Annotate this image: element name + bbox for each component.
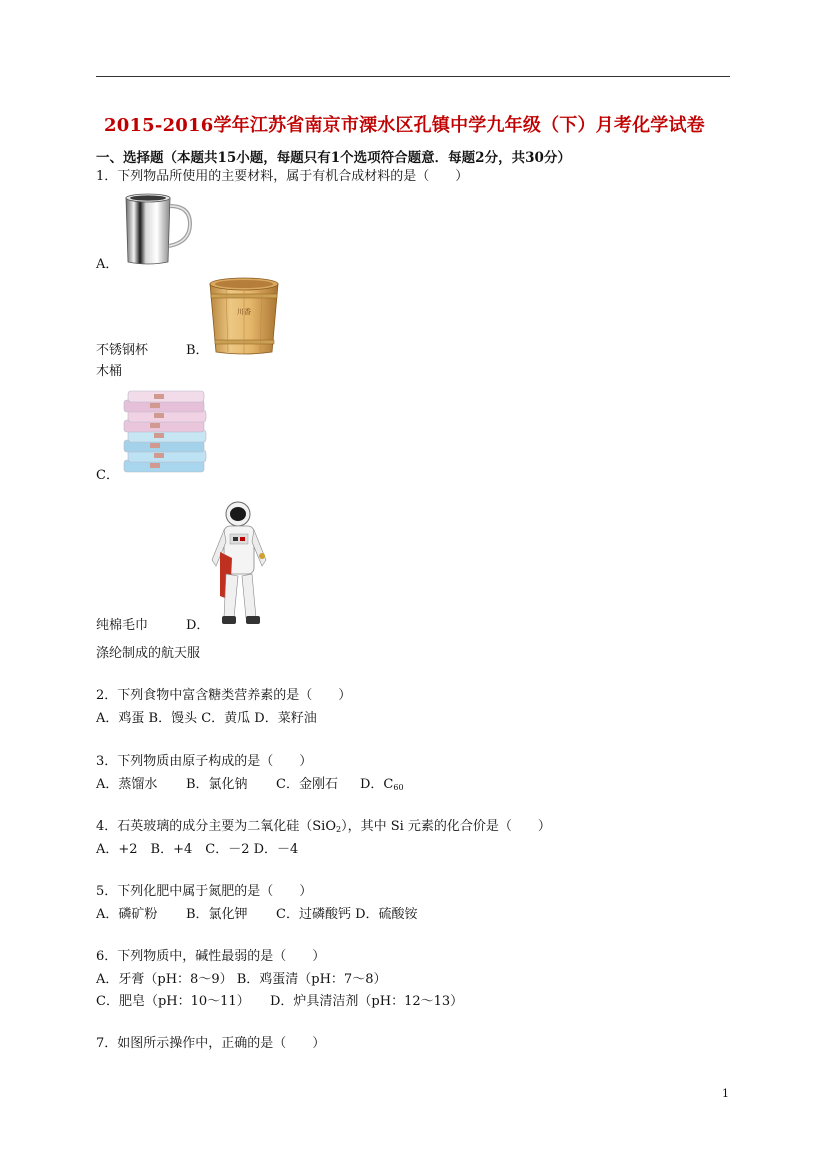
section-heading: 一、选择题（本题共15小题，每题只有1个选项符合题意．每题2分，共30分） (96, 150, 571, 166)
q5-option-a: A．磷矿粉 (96, 907, 158, 922)
question-6-stem: 6．下列物质中，碱性最弱的是（ ） (96, 949, 326, 964)
q2-options: A．鸡蛋 B．馒头 C．黄瓜 D．菜籽油 (96, 711, 317, 726)
q1-option-b-label: B． (186, 343, 209, 358)
q6-option-d: D．炉具清洁剂（pH：12～13） (270, 994, 464, 1009)
q6-options-line1: A．牙膏（pH：8～9） B．鸡蛋清（pH：7～8） (96, 972, 387, 987)
page-title: 2015-2016学年江苏省南京市溧水区孔镇中学九年级（下）月考化学试卷 (104, 115, 705, 136)
q1-option-d-text: 涤纶制成的航天服 (96, 646, 201, 661)
q1-option-c-text: 纯棉毛巾 (96, 618, 149, 633)
q3-option-c: C．金刚石 (276, 777, 338, 792)
question-5-stem: 5．下列化肥中属于氮肥的是（ ） (96, 884, 313, 899)
header-rule (96, 76, 730, 77)
wooden-bucket-image (206, 276, 282, 356)
q1-option-a-text: 不锈钢杯 (96, 343, 149, 358)
stainless-steel-cup-image (118, 190, 194, 266)
question-2-stem: 2．下列食物中富含糖类营养素的是（ ） (96, 688, 352, 703)
q1-option-c-label: C． (96, 468, 119, 483)
spacesuit-image (206, 500, 272, 630)
q1-option-b-text: 木桶 (96, 364, 123, 379)
q5-option-cd: C．过磷酸钙 D．硫酸铵 (276, 907, 418, 922)
q3-option-d: D．$C_{60}$ (360, 777, 404, 792)
q1-option-a-label: A． (96, 257, 119, 272)
question-1-stem: 1．下列物品所使用的主要材料，属于有机合成材料的是（ ） (96, 169, 469, 184)
page-number: 1 (722, 1087, 729, 1100)
question-7-stem: 7．如图所示操作中，正确的是（ ） (96, 1036, 326, 1051)
q3-option-a: A．蒸馏水 (96, 777, 158, 792)
svg-text:川香: 川香 (237, 308, 251, 316)
q1-option-d-label: D． (186, 618, 210, 633)
q6-option-c: C．肥皂（pH：10～11） (96, 994, 250, 1009)
q3-option-b: B．氯化钠 (186, 777, 248, 792)
q5-option-b: B．氯化钾 (186, 907, 248, 922)
question-3-stem: 3．下列物质由原子构成的是（ ） (96, 754, 313, 769)
cotton-towels-image (118, 388, 210, 478)
question-4-stem: 4．石英玻璃的成分主要为二氧化硅（SiO$_2$），其中 Si 元素的化合价是（ ） (96, 819, 551, 834)
q4-options: A．+2 B．+4 C．－2 D．－4 (96, 842, 299, 857)
